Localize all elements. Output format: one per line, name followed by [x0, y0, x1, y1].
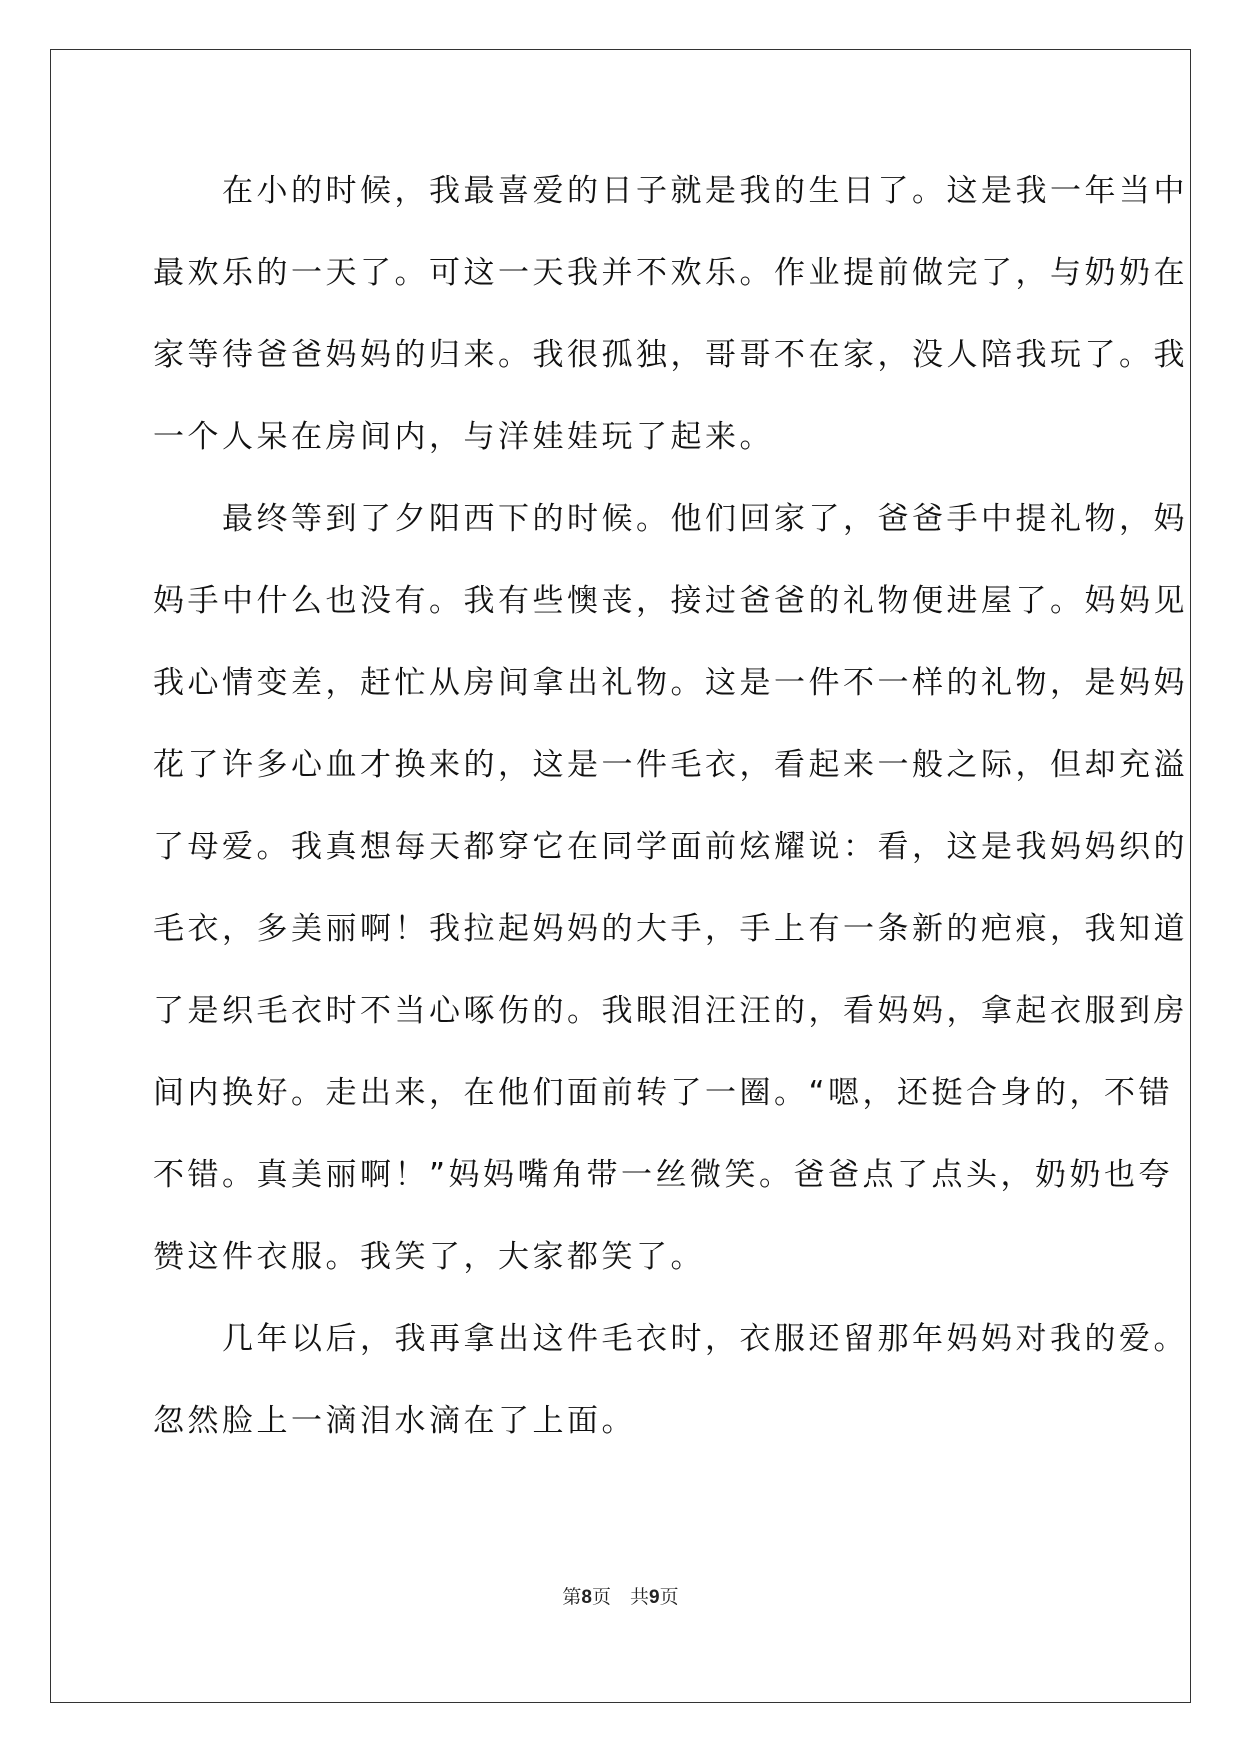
total-suffix: 页 [659, 1586, 679, 1608]
text-line: 忽然脸上一滴泪水滴在了上面。 [153, 1403, 636, 1439]
text-line: 最欢乐的一天了。可这一天我并不欢乐。作业提前做完了，与奶奶在 [153, 255, 1188, 291]
current-page-number: 8 [581, 1587, 592, 1608]
text-line: 我心情变差，赶忙从房间拿出礼物。这是一件不一样的礼物，是妈妈 [153, 665, 1188, 701]
text-line: 毛衣，多美丽啊！我拉起妈妈的大手，手上有一条新的疤痕，我知道 [153, 911, 1188, 947]
text-line: 了是织毛衣时不当心啄伤的。我眼泪汪汪的，看妈妈，拿起衣服到房 [153, 993, 1188, 1029]
page-prefix: 第 [562, 1586, 582, 1608]
text-line: 了母爱。我真想每天都穿它在同学面前炫耀说：看，这是我妈妈织的 [153, 829, 1188, 865]
article-body [153, 150, 1188, 1462]
text-line: 在小的时候，我最喜爱的日子就是我的生日了。这是我一年当中 [153, 173, 1188, 209]
text-line: 一个人呆在房间内，与洋娃娃玩了起来。 [153, 419, 774, 455]
text-line: 妈手中什么也没有。我有些懊丧，接过爸爸的礼物便进屋了。妈妈见 [153, 583, 1188, 619]
text-line: 赞这件衣服。我笑了，大家都笑了。 [153, 1239, 705, 1275]
total-pages-number: 9 [649, 1587, 660, 1608]
text-line: 花了许多心血才换来的，这是一件毛衣，看起来一般之际，但却充溢 [153, 747, 1188, 783]
text-line: 几年以后，我再拿出这件毛衣时，衣服还留那年妈妈对我的爱。 [153, 1321, 1188, 1357]
text-line: 不错。真美丽啊！”妈妈嘴角带一丝微笑。爸爸点了点头，奶奶也夸 [153, 1157, 1174, 1193]
text-line: 间内换好。走出来，在他们面前转了一圈。“嗯，还挺合身的，不错 [153, 1075, 1174, 1111]
page-suffix: 页 共 [591, 1586, 649, 1608]
text-line: 家等待爸爸妈妈的归来。我很孤独，哥哥不在家，没人陪我玩了。我 [153, 337, 1188, 373]
page-footer [0, 1582, 1241, 1609]
text-line: 最终等到了夕阳西下的时候。他们回家了，爸爸手中提礼物，妈 [153, 501, 1188, 537]
